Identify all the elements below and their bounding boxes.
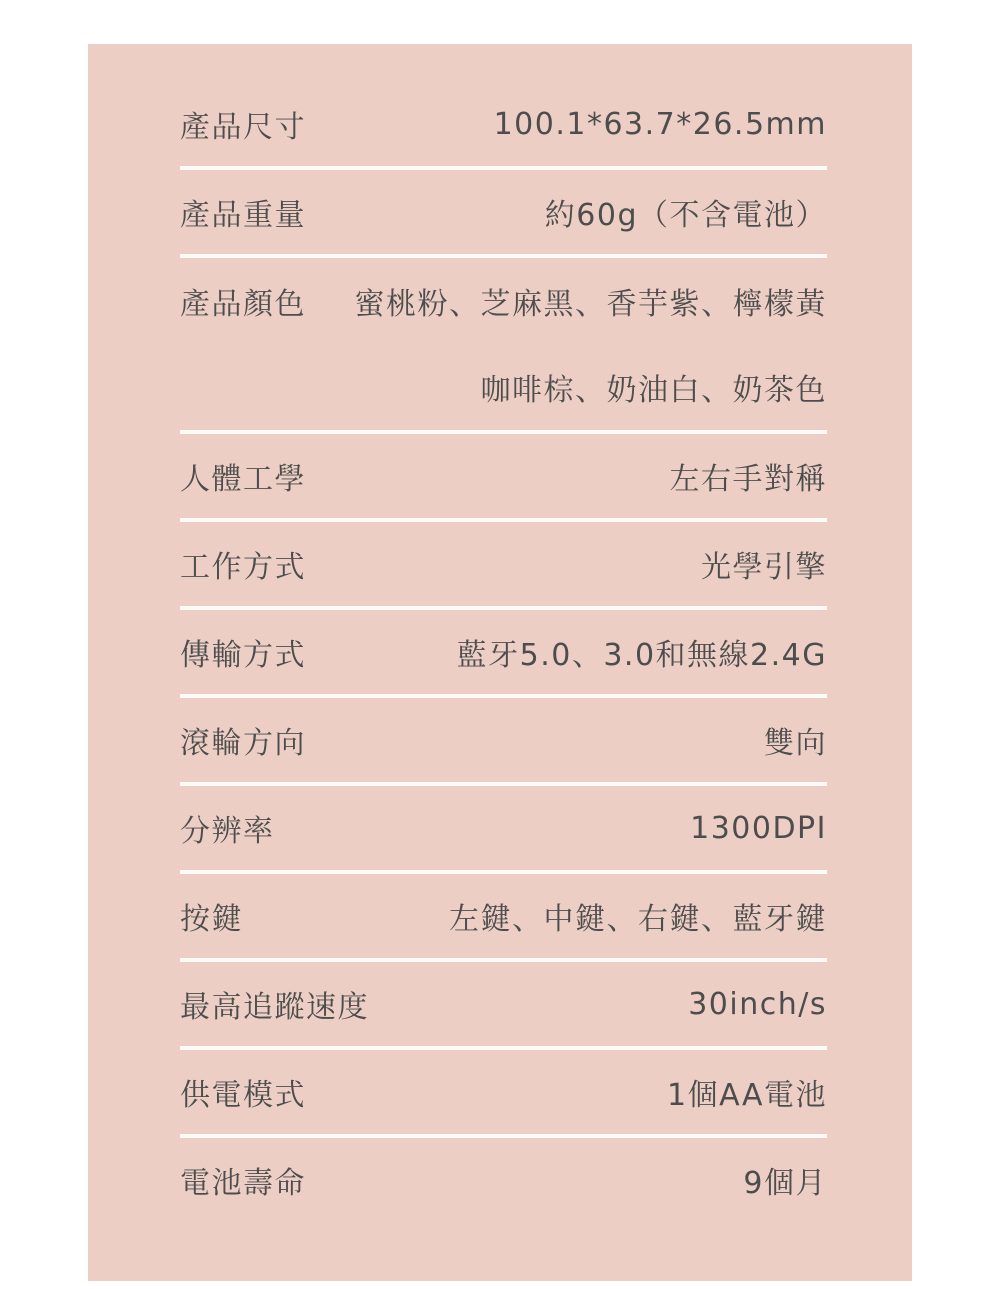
spec-value: 30inch/s [688,986,827,1022]
spec-value: 9個月 [743,1166,827,1201]
spec-value: 光學引擎 [701,550,827,585]
spec-row-power [180,1050,827,1138]
spec-row-buttons [180,874,827,962]
spec-label: 供電模式 [180,1078,306,1113]
spec-value-multiline [306,258,827,430]
spec-row-dpi [180,786,827,874]
product-spec-card [88,44,912,1281]
spec-label: 工作方式 [180,550,306,585]
spec-row-transmission [180,610,827,698]
spec-label: 人體工學 [180,462,306,497]
spec-value: 約60g（不含電池） [544,198,827,233]
spec-value: 雙向 [764,726,827,761]
spec-label: 電池壽命 [180,1166,306,1201]
spec-label: 最高追蹤速度 [180,990,369,1025]
spec-row-dimensions [180,82,827,170]
spec-row-tracking-speed [180,962,827,1050]
spec-row-working-mode [180,522,827,610]
spec-value-line-1: 蜜桃粉、芝麻黑、香芋紫、檸檬黃 [354,287,827,322]
spec-value: 左右手對稱 [669,462,827,497]
spec-row-scroll-direction [180,698,827,786]
spec-value: 藍牙5.0、3.0和無線2.4G [456,638,827,673]
spec-value: 1個AA電池 [667,1078,827,1113]
spec-label: 傳輸方式 [180,638,306,673]
spec-value-line-2: 咖啡棕、奶油白、奶茶色 [480,373,827,408]
spec-label: 滾輪方向 [180,726,306,761]
spec-value: 100.1*63.7*26.5mm [493,106,827,142]
spec-label: 按鍵 [180,902,243,937]
spec-label: 分辨率 [180,814,275,849]
spec-row-colors [180,258,827,434]
spec-row-battery-life [180,1138,827,1222]
spec-row-weight [180,170,827,258]
spec-row-ergonomics [180,434,827,522]
spec-value: 左鍵、中鍵、右鍵、藍牙鍵 [449,902,827,937]
spec-label: 產品重量 [180,198,306,233]
spec-value: 1300DPI [690,810,827,846]
spec-label: 產品顏色 [180,287,306,322]
spec-label: 產品尺寸 [180,110,306,145]
